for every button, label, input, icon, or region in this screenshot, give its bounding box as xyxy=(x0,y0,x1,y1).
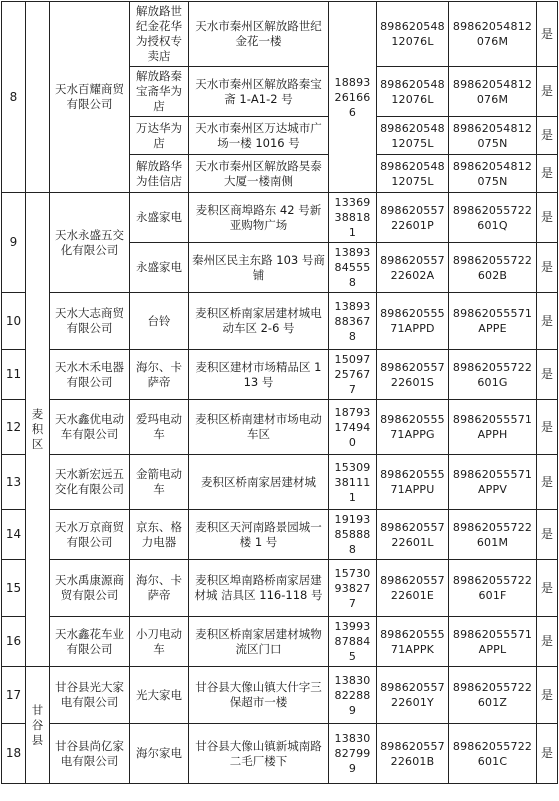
company-cell: 甘谷县尚亿家电有限公司 xyxy=(50,724,130,784)
phone-cell: 13893883678 xyxy=(329,293,377,350)
address-cell: 麦积区桥南家居建材城电动车区 2-6 号 xyxy=(189,293,329,350)
table-row xyxy=(2,455,558,510)
store-cell: 解放路秦宝斋华为店 xyxy=(130,67,189,117)
status-cell: 是 xyxy=(537,67,558,117)
table-row xyxy=(2,510,558,560)
status-cell: 是 xyxy=(537,117,558,155)
store-cell: 解放路华为佳信店 xyxy=(130,155,189,193)
company-cell: 天水万京商贸有限公司 xyxy=(50,510,130,560)
code1-cell: 89862055722601E xyxy=(377,560,449,617)
row-number: 8 xyxy=(2,2,26,193)
table-row xyxy=(2,2,558,67)
table-row xyxy=(2,617,558,667)
address-cell: 秦州区民主东路 103 号商铺 xyxy=(189,243,329,293)
company-cell: 天水新宏远五交化有限公司 xyxy=(50,455,130,510)
address-cell: 天水市秦州区万达城市广场一楼 1016 号 xyxy=(189,117,329,155)
phone-cell: 19193858888 xyxy=(329,510,377,560)
status-cell: 是 xyxy=(537,455,558,510)
store-cell: 海尔、卡萨帝 xyxy=(130,350,189,400)
status-cell: 是 xyxy=(537,617,558,667)
status-cell: 是 xyxy=(537,724,558,784)
address-cell: 麦积区桥南建材市场电动车区 xyxy=(189,400,329,455)
table-row xyxy=(2,667,558,724)
phone-cell: 13993878845 xyxy=(329,617,377,667)
company-cell: 天水永盛五交化有限公司 xyxy=(50,193,130,293)
phone-cell: 13893845558 xyxy=(329,243,377,293)
row-number: 16 xyxy=(2,617,26,667)
store-cell: 万达华为店 xyxy=(130,117,189,155)
address-cell: 麦积区商埠路东 42 号新亚购物广场 xyxy=(189,193,329,243)
address-cell: 麦积区桥南家居建材城 xyxy=(189,455,329,510)
address-cell: 麦积区天河南路景园城一楼 1 号 xyxy=(189,510,329,560)
phone-cell: 13369388181 xyxy=(329,193,377,243)
phone-cell: 15730938277 xyxy=(329,560,377,617)
code1-cell: 89862054812076L xyxy=(377,2,449,67)
status-cell: 是 xyxy=(537,400,558,455)
code2-cell: 89862055722601F xyxy=(449,560,537,617)
table-row xyxy=(2,350,558,400)
company-cell: 天水禹康源商贸有限公司 xyxy=(50,560,130,617)
company-cell: 天水百耀商贸有限公司 xyxy=(50,2,130,193)
code1-cell: 89862055722601Y xyxy=(377,667,449,724)
phone-cell: 13830827999 xyxy=(329,724,377,784)
code1-cell: 89862054812075L xyxy=(377,117,449,155)
address-cell: 天水市秦州区解放路世纪金花一楼 xyxy=(189,2,329,67)
row-number: 9 xyxy=(2,193,26,293)
store-cell: 永盛家电 xyxy=(130,243,189,293)
status-cell: 是 xyxy=(537,155,558,193)
row-number: 15 xyxy=(2,560,26,617)
address-cell: 麦积区建材市场精品区 113 号 xyxy=(189,350,329,400)
table-row xyxy=(2,293,558,350)
address-cell: 天水市秦州区解放路秦宝斋 1-A1-2 号 xyxy=(189,67,329,117)
code2-cell: 89862055571APPE xyxy=(449,293,537,350)
code2-cell: 89862054812076M xyxy=(449,67,537,117)
code1-cell: 89862055722602A xyxy=(377,243,449,293)
store-cell: 永盛家电 xyxy=(130,193,189,243)
status-cell: 是 xyxy=(537,560,558,617)
code2-cell: 89862055722601M xyxy=(449,510,537,560)
store-table xyxy=(1,1,558,784)
code2-cell: 89862055722601C xyxy=(449,724,537,784)
row-number: 18 xyxy=(2,724,26,784)
code2-cell: 89862055571APPL xyxy=(449,617,537,667)
store-cell: 海尔家电 xyxy=(130,724,189,784)
status-cell: 是 xyxy=(537,350,558,400)
address-cell: 甘谷县大像山镇新城南路二毛厂楼下 xyxy=(189,724,329,784)
row-number: 11 xyxy=(2,350,26,400)
status-cell: 是 xyxy=(537,293,558,350)
table-row xyxy=(2,724,558,784)
address-cell: 天水市秦州区解放路昊泰大厦一楼南侧 xyxy=(189,155,329,193)
address-cell: 麦积区埠南路桥南家居建材城 洁具区 116-118 号 xyxy=(189,560,329,617)
code2-cell: 89862054812075N xyxy=(449,155,537,193)
status-cell: 是 xyxy=(537,2,558,67)
store-cell: 京东、格力电器 xyxy=(130,510,189,560)
code2-cell: 89862054812075N xyxy=(449,117,537,155)
code2-cell: 89862055571APPV xyxy=(449,455,537,510)
code1-cell: 89862055722601L xyxy=(377,510,449,560)
status-cell: 是 xyxy=(537,510,558,560)
phone-cell: 15097257677 xyxy=(329,350,377,400)
code2-cell: 89862054812076M xyxy=(449,2,537,67)
row-number: 10 xyxy=(2,293,26,350)
code2-cell: 89862055722601Q xyxy=(449,193,537,243)
store-cell: 光大家电 xyxy=(130,667,189,724)
district-cell xyxy=(26,2,50,193)
code1-cell: 89862055571APPK xyxy=(377,617,449,667)
company-cell: 天水木禾电器有限公司 xyxy=(50,350,130,400)
phone-cell: 18893261666 xyxy=(329,2,377,193)
row-number: 12 xyxy=(2,400,26,455)
phone-cell: 13830822889 xyxy=(329,667,377,724)
status-cell: 是 xyxy=(537,667,558,724)
code2-cell: 89862055722601G xyxy=(449,350,537,400)
code2-cell: 89862055722602B xyxy=(449,243,537,293)
company-cell: 甘谷县光大家电有限公司 xyxy=(50,667,130,724)
table-row xyxy=(2,193,558,243)
table-row xyxy=(2,560,558,617)
company-cell: 天水鑫花车业有限公司 xyxy=(50,617,130,667)
company-cell: 天水大志商贸有限公司 xyxy=(50,293,130,350)
status-cell: 是 xyxy=(537,193,558,243)
code1-cell: 89862055571APPG xyxy=(377,400,449,455)
code2-cell: 89862055722601Z xyxy=(449,667,537,724)
district-cell: 麦积区 xyxy=(26,193,50,667)
store-cell: 解放路世纪金花华为授权专卖店 xyxy=(130,2,189,67)
store-cell: 金箭电动车 xyxy=(130,455,189,510)
store-cell: 海尔、卡萨帝 xyxy=(130,560,189,617)
row-number: 17 xyxy=(2,667,26,724)
row-number: 14 xyxy=(2,510,26,560)
code1-cell: 89862055571APPD xyxy=(377,293,449,350)
store-cell: 小刀电动车 xyxy=(130,617,189,667)
code1-cell: 89862055722601P xyxy=(377,193,449,243)
status-cell: 是 xyxy=(537,243,558,293)
store-cell: 台铃 xyxy=(130,293,189,350)
row-number: 13 xyxy=(2,455,26,510)
code1-cell: 89862055571APPU xyxy=(377,455,449,510)
code1-cell: 89862055722601B xyxy=(377,724,449,784)
code1-cell: 89862054812076L xyxy=(377,67,449,117)
company-cell: 天水鑫优电动车有限公司 xyxy=(50,400,130,455)
code1-cell: 89862054812075L xyxy=(377,155,449,193)
phone-cell: 15309381111 xyxy=(329,455,377,510)
store-cell: 爱玛电动车 xyxy=(130,400,189,455)
district-cell: 甘谷县 xyxy=(26,667,50,784)
address-cell: 麦积区桥南家居建材城物流区门口 xyxy=(189,617,329,667)
phone-cell: 18793174940 xyxy=(329,400,377,455)
code1-cell: 89862055722601S xyxy=(377,350,449,400)
address-cell: 甘谷县大像山镇大什字三保超市一楼 xyxy=(189,667,329,724)
code2-cell: 89862055571APPH xyxy=(449,400,537,455)
table-row xyxy=(2,400,558,455)
